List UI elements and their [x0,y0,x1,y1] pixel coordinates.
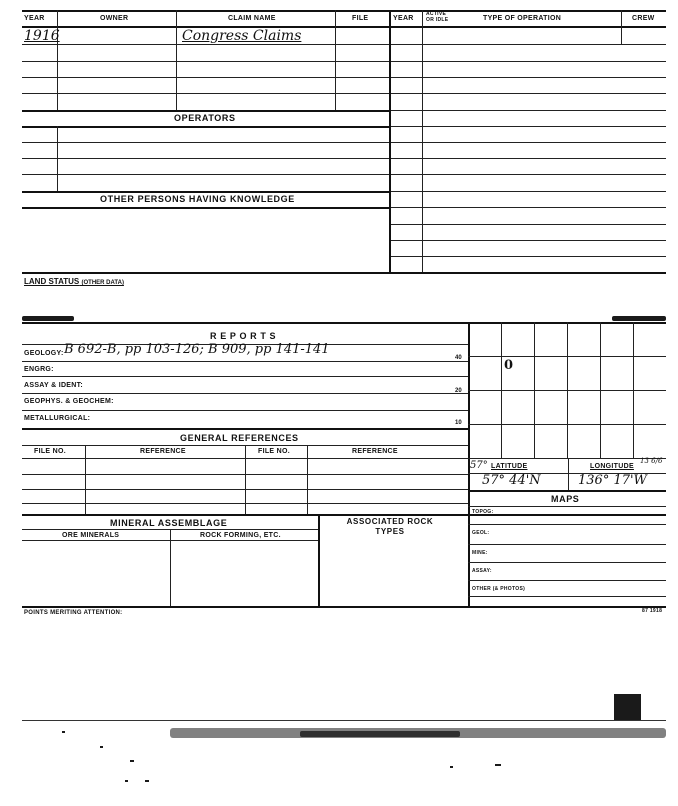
black-square [614,694,641,720]
speck-4 [125,780,128,782]
code-10: 10 [455,420,462,426]
code-40: 40 [455,355,462,361]
speck-2 [100,746,103,748]
maps-other: OTHER (& PHOTOS) [472,586,526,592]
ref-reference-2: REFERENCE [352,448,398,455]
header-year: YEAR [24,15,45,22]
mineral-assemblage-heading: MINERAL ASSEMBLAGE [110,518,228,528]
smudge-band-2 [300,731,460,737]
corner-blot-left [22,316,74,321]
geology-value: B 692-B, pp 103-126; B 909, pp 141-141 [64,342,330,357]
geology-label: GEOLOGY: [24,350,64,357]
land-status-title: LAND STATUS [24,277,80,286]
other-persons-heading: OTHER PERSONS HAVING KNOWLEDGE [100,194,295,204]
land-status-label [24,277,124,286]
rock-forming-label: ROCK FORMING, ETC. [200,532,281,539]
longitude-note: 13 6/6 [640,457,663,465]
latitude-label: LATITUDE [491,463,528,470]
maps-topog: TOPOG: [472,509,494,515]
associated-rock-types-heading: ASSOCIATED ROCK TYPES [346,517,434,536]
engrg-label: ENGRG: [24,366,54,373]
speck-7 [495,764,501,766]
speck-5 [145,780,149,782]
maps-heading: MAPS [551,494,580,504]
longitude-value: 136° 17'W [578,473,647,488]
code-20: 20 [455,388,462,394]
ore-minerals-label: ORE MINERALS [62,532,120,539]
corner-blot-right [612,316,666,321]
latitude-value: 57° 44'N [482,473,541,488]
speck-1 [62,731,65,733]
ref-file-no-2: FILE NO. [258,448,290,455]
general-references-heading: GENERAL REFERENCES [180,433,299,443]
form-number: 87 1918 [642,608,663,614]
ref-file-no-1: FILE NO. [34,448,66,455]
metallurgical-label: METALLURGICAL: [24,415,91,422]
geophys-label: GEOPHYS. & GEOCHEM: [24,398,114,405]
header-claim-name: CLAIM NAME [228,15,276,22]
speck-3 [130,760,134,762]
header-file: FILE [352,15,369,22]
lat-prefix: 57° [470,460,488,471]
land-status-sub: (OTHER DATA) [81,280,124,286]
header-crew: CREW [632,15,655,22]
header-owner: OWNER [100,15,129,22]
longitude-label: LONGITUDE [590,463,634,470]
entry-year: 1916 [24,28,60,44]
maps-assay: ASSAY: [472,568,492,574]
entry-claim-name: Congress Claims [182,28,302,44]
maps-geol: GEOL: [472,530,490,536]
header-active-or-idle: ACTIVE OR IDLE [426,11,449,23]
assay-ident-label: ASSAY & IDENT: [24,382,84,389]
speck-6 [450,766,453,768]
reports-heading: R E P O R T S [210,331,277,341]
maps-mine: MINE: [472,550,488,556]
ref-reference-1: REFERENCE [140,448,186,455]
operators-heading: OPERATORS [174,113,236,123]
grid-location-mark: 0 [504,358,514,373]
header-year-right: YEAR [393,15,414,22]
points-meriting-attention: POINTS MERITING ATTENTION: [24,610,123,616]
header-type-of-operation: TYPE OF OPERATION [483,15,562,22]
